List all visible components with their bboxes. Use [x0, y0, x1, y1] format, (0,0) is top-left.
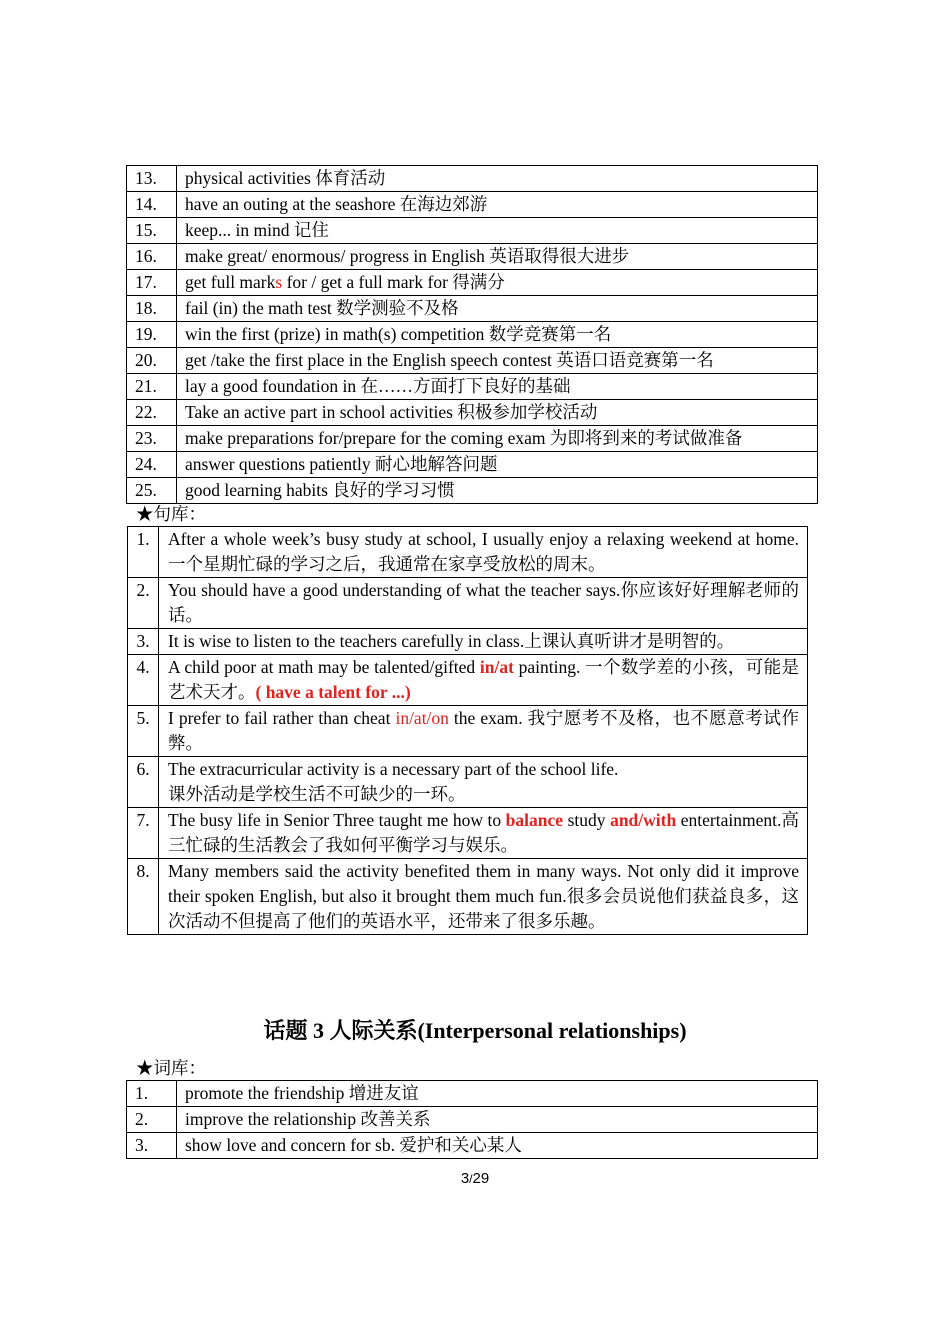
page-current: 3	[460, 1170, 470, 1187]
sentence-part: the exam. 我宁愿考不及格，也不愿意考试作弊。	[168, 708, 799, 753]
sentence-number-cell	[128, 655, 159, 706]
sentence-bank-table	[127, 526, 808, 935]
vocab-number: 19.	[127, 322, 177, 348]
vocab-phrase: keep... in mind 记住	[177, 218, 818, 244]
vocab-row	[127, 452, 818, 478]
vocab-phrase: good learning habits 良好的学习习惯	[177, 478, 818, 504]
sentence-row	[128, 629, 808, 655]
vocab-row	[127, 374, 818, 400]
page-separator: /	[469, 1172, 473, 1186]
sentence-text	[159, 757, 808, 808]
sentence-row	[128, 706, 808, 757]
vocab-number: 17.	[127, 270, 177, 296]
sentence-highlight: in/at	[479, 657, 514, 677]
vocab-phrase: lay a good foundation in 在……方面打下良好的基础	[177, 374, 818, 400]
sentence-text	[159, 655, 808, 706]
vocab-number: 22.	[127, 400, 177, 426]
vocab-row	[127, 348, 818, 374]
vocab-number: 14.	[127, 192, 177, 218]
vocab-row	[127, 400, 818, 426]
vocab-phrase	[177, 270, 818, 296]
vocab-row	[127, 192, 818, 218]
section-title: 话题 3 人际关系(Interpersonal relationships)	[263, 1018, 687, 1043]
sentence-part: The busy life in Senior Three taught me how to	[168, 810, 506, 830]
vocab-number: 15.	[127, 218, 177, 244]
sentence-row	[128, 808, 808, 859]
vocab-row	[127, 218, 818, 244]
vocab-number: 20.	[127, 348, 177, 374]
sentence-number-cell	[128, 808, 159, 859]
vocab-row	[127, 270, 818, 296]
sentence-part: Many members said the activity benefited them in many ways. Not only did it improve their spoken English, but also it brought them much fun.很多会员说他们获益良多，这次活动不但提高了他们的英语水平，还带来了很多乐趣。	[168, 861, 799, 931]
word-bank-label: ★词库：	[136, 1058, 206, 1078]
sentence-number-cell	[128, 527, 159, 578]
vocab-phrase: promote the friendship 增进友谊	[177, 1081, 818, 1107]
vocab-phrase: physical activities 体育活动	[177, 166, 818, 192]
vocab-number: 16.	[127, 244, 177, 270]
vocab-phrase: make great/ enormous/ progress in English 英语取得很大进步	[177, 244, 818, 270]
sentence-number-cell	[128, 629, 159, 655]
sentence-number: 3.	[136, 631, 150, 651]
vocab-number: 25.	[127, 478, 177, 504]
vocab-phrase-part: for / get a full mark for 得满分	[282, 272, 505, 292]
vocab-number: 2.	[127, 1107, 177, 1133]
sentence-part: I prefer to fail rather than cheat	[168, 708, 396, 728]
sentence-row	[128, 578, 808, 629]
sentence-part: It is wise to listen to the teachers carefully in class.上课认真听讲才是明智的。	[168, 631, 735, 651]
vocab-row	[127, 322, 818, 348]
sentence-number: 8.	[136, 861, 150, 881]
vocab-row	[127, 426, 818, 452]
sentence-number: 1.	[136, 529, 150, 549]
sentence-part: After a whole week’s busy study at school, I usually enjoy a relaxing weekend at home. 一个星期忙碌的学习之后，我通常在家享受放松的周末。	[168, 529, 799, 574]
sentence-part: 课外活动是学校生活不可缺少的一环。	[168, 784, 466, 804]
vocab-row	[127, 1081, 818, 1107]
vocab-row	[127, 296, 818, 322]
sentence-row	[128, 859, 808, 935]
vocab-number: 24.	[127, 452, 177, 478]
sentence-highlight: and/with	[610, 810, 677, 830]
vocab-phrase: have an outing at the seashore 在海边郊游	[177, 192, 818, 218]
sentence-bank-label: ★句库：	[136, 504, 206, 524]
sentence-row	[128, 527, 808, 578]
vocab-phrase: Take an active part in school activities 积极参加学校活动	[177, 400, 818, 426]
sentence-part: The extracurricular activity is a necessary part of the school life.	[168, 759, 619, 779]
vocab-phrase: improve the relationship 改善关系	[177, 1107, 818, 1133]
sentence-number-cell	[128, 757, 159, 808]
vocab-row	[127, 166, 818, 192]
sentence-text	[159, 859, 808, 935]
sentence-highlight: in/at/on	[395, 708, 449, 728]
sentence-part: painting. 一个数学差的小孩，可能是艺术天才。	[168, 657, 799, 702]
page-number	[0, 1168, 950, 1190]
vocab-row	[127, 1133, 818, 1159]
vocabulary-table-relationships	[126, 1080, 818, 1159]
vocab-phrase: show love and concern for sb. 爱护和关心某人	[177, 1133, 818, 1159]
vocab-number: 21.	[127, 374, 177, 400]
sentence-text	[159, 578, 808, 629]
vocab-phrase: get /take the first place in the English speech contest 英语口语竞赛第一名	[177, 348, 818, 374]
sentence-text	[159, 706, 808, 757]
vocab-number: 13.	[127, 166, 177, 192]
vocab-phrase-highlight: s	[275, 272, 283, 292]
vocab-row	[127, 478, 818, 504]
sentence-part: study	[563, 810, 611, 830]
sentence-text	[159, 629, 808, 655]
vocab-row	[127, 1107, 818, 1133]
vocab-phrase: fail (in) the math test 数学测验不及格	[177, 296, 818, 322]
sentence-number-cell	[128, 859, 159, 935]
sentence-text	[159, 808, 808, 859]
sentence-highlight: ( have a talent for ...)	[255, 682, 411, 702]
vocab-phrase: win the first (prize) in math(s) competition 数学竞赛第一名	[177, 322, 818, 348]
sentence-number-cell	[128, 706, 159, 757]
vocabulary-table-study	[126, 165, 818, 504]
page-total: 29	[472, 1170, 490, 1187]
sentence-highlight: balance	[505, 810, 564, 830]
sentence-number: 2.	[136, 580, 150, 600]
sentence-row	[128, 757, 808, 808]
sentence-part: You should have a good understanding of what the teacher says.你应该好好理解老师的话。	[168, 580, 799, 625]
sentence-number: 6.	[136, 759, 150, 779]
vocab-phrase: make preparations for/prepare for the coming exam 为即将到来的考试做准备	[177, 426, 818, 452]
sentence-number-cell	[128, 578, 159, 629]
sentence-number: 5.	[136, 708, 150, 728]
sentence-number: 7.	[136, 810, 150, 830]
vocab-number: 3.	[127, 1133, 177, 1159]
sentence-row	[128, 655, 808, 706]
vocab-phrase-part: get full mark	[185, 272, 276, 292]
sentence-part: A child poor at math may be talented/gifted	[168, 657, 480, 677]
vocab-number: 18.	[127, 296, 177, 322]
sentence-text	[159, 527, 808, 578]
vocab-row	[127, 244, 818, 270]
vocab-phrase: answer questions patiently 耐心地解答问题	[177, 452, 818, 478]
sentence-number: 4.	[136, 657, 150, 677]
sentence-part: entertainment.高三忙碌的生活教会了我如何平衡学习与娱乐。	[168, 810, 799, 855]
vocab-number: 1.	[127, 1081, 177, 1107]
vocab-number: 23.	[127, 426, 177, 452]
